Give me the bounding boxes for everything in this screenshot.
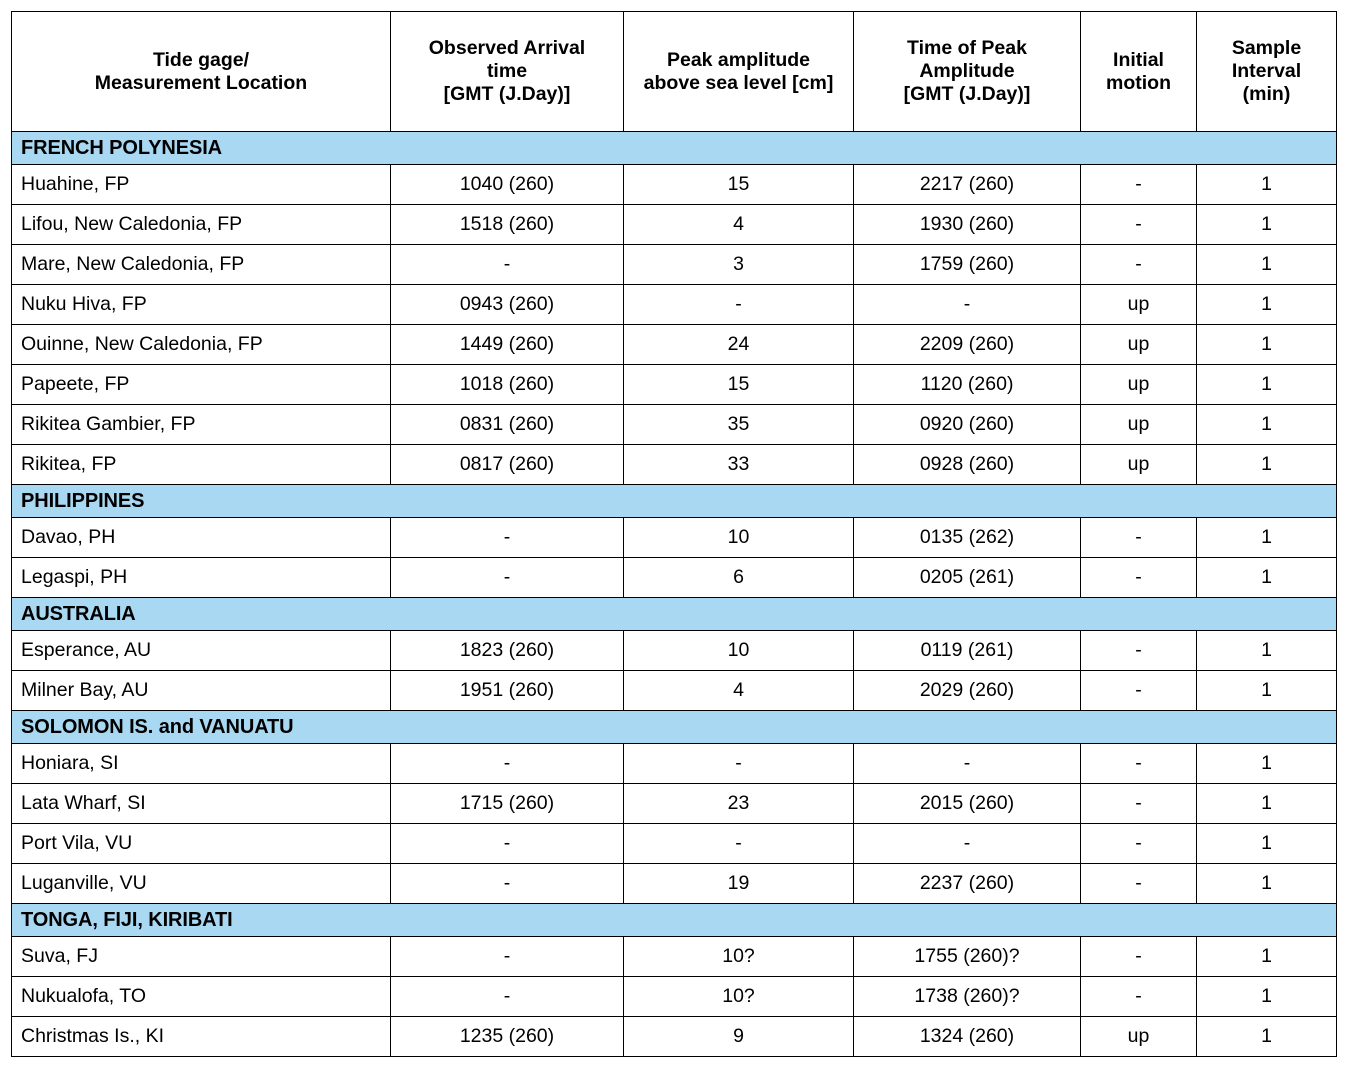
cell-sample_interval: 1	[1197, 631, 1337, 671]
cell-location: Papeete, FP	[12, 365, 391, 405]
cell-arrival: 1449 (260)	[391, 325, 624, 365]
cell-sample_interval: 1	[1197, 365, 1337, 405]
cell-sample_interval: 1	[1197, 245, 1337, 285]
cell-time_peak: 0135 (262)	[854, 518, 1081, 558]
table-row	[12, 977, 1337, 1017]
cell-sample_interval: 1	[1197, 937, 1337, 977]
cell-time_peak: 2029 (260)	[854, 671, 1081, 711]
column-header-line: Sample	[1231, 37, 1302, 59]
cell-initial_motion: -	[1081, 977, 1197, 1017]
cell-arrival: -	[391, 824, 624, 864]
section-header-row	[12, 904, 1337, 937]
table-row	[12, 205, 1337, 245]
cell-initial_motion: -	[1081, 864, 1197, 904]
cell-peak: -	[624, 744, 854, 784]
table-row	[12, 864, 1337, 904]
cell-sample_interval: 1	[1197, 977, 1337, 1017]
cell-time_peak: 0205 (261)	[854, 558, 1081, 598]
cell-peak: 10	[624, 518, 854, 558]
cell-arrival: 1715 (260)	[391, 784, 624, 824]
cell-initial_motion: -	[1081, 245, 1197, 285]
cell-location: Ouinne, New Caledonia, FP	[12, 325, 391, 365]
cell-initial_motion: -	[1081, 937, 1197, 977]
section-title: SOLOMON IS. and VANUATU	[12, 711, 1337, 744]
cell-arrival: 0943 (260)	[391, 285, 624, 325]
cell-arrival: -	[391, 937, 624, 977]
cell-time_peak: 1324 (260)	[854, 1017, 1081, 1057]
cell-location: Davao, PH	[12, 518, 391, 558]
cell-peak: 3	[624, 245, 854, 285]
column-header-line: (min)	[1242, 83, 1291, 105]
column-header-line: Measurement Location	[94, 71, 308, 94]
cell-arrival: 1951 (260)	[391, 671, 624, 711]
cell-peak: -	[624, 824, 854, 864]
column-header-line: [GMT (J.Day)]	[443, 83, 571, 105]
cell-peak: 19	[624, 864, 854, 904]
cell-peak: 9	[624, 1017, 854, 1057]
cell-sample_interval: 1	[1197, 558, 1337, 598]
table-row	[12, 245, 1337, 285]
cell-time_peak: -	[854, 744, 1081, 784]
cell-time_peak: 0920 (260)	[854, 405, 1081, 445]
cell-arrival: 0831 (260)	[391, 405, 624, 445]
cell-location: Legaspi, PH	[12, 558, 391, 598]
table-row	[12, 365, 1337, 405]
section-title: TONGA, FIJI, KIRIBATI	[12, 904, 1337, 937]
cell-arrival: -	[391, 558, 624, 598]
column-header-line: [GMT (J.Day)]	[903, 83, 1031, 105]
cell-time_peak: 2217 (260)	[854, 165, 1081, 205]
section-header-row	[12, 485, 1337, 518]
column-header-line: Peak amplitude	[666, 48, 811, 71]
section-title: AUSTRALIA	[12, 598, 1337, 631]
cell-peak: 35	[624, 405, 854, 445]
table-row	[12, 285, 1337, 325]
cell-location: Nuku Hiva, FP	[12, 285, 391, 325]
table-row	[12, 518, 1337, 558]
cell-arrival: 1018 (260)	[391, 365, 624, 405]
cell-sample_interval: 1	[1197, 671, 1337, 711]
cell-sample_interval: 1	[1197, 1017, 1337, 1057]
cell-location: Lata Wharf, SI	[12, 784, 391, 824]
cell-initial_motion: -	[1081, 165, 1197, 205]
cell-initial_motion: up	[1081, 325, 1197, 365]
cell-arrival: -	[391, 744, 624, 784]
cell-initial_motion: -	[1081, 518, 1197, 558]
column-header-line: Time of Peak	[907, 37, 1027, 59]
column-header-line: above sea level [cm]	[643, 71, 834, 94]
cell-location: Nukualofa, TO	[12, 977, 391, 1017]
cell-location: Huahine, FP	[12, 165, 391, 205]
cell-peak: 4	[624, 671, 854, 711]
cell-location: Milner Bay, AU	[12, 671, 391, 711]
column-header-peak	[624, 12, 854, 132]
cell-peak: 4	[624, 205, 854, 245]
cell-arrival: -	[391, 518, 624, 558]
section-title: PHILIPPINES	[12, 485, 1337, 518]
cell-arrival: 1235 (260)	[391, 1017, 624, 1057]
cell-sample_interval: 1	[1197, 518, 1337, 558]
table-row	[12, 824, 1337, 864]
table-row	[12, 631, 1337, 671]
section-header-row	[12, 711, 1337, 744]
table-row	[12, 784, 1337, 824]
cell-location: Port Vila, VU	[12, 824, 391, 864]
column-header-line: motion	[1106, 71, 1171, 94]
cell-location: Christmas Is., KI	[12, 1017, 391, 1057]
table-row	[12, 937, 1337, 977]
section-title: FRENCH POLYNESIA	[12, 132, 1337, 165]
table-row	[12, 405, 1337, 445]
cell-peak: 24	[624, 325, 854, 365]
cell-initial_motion: up	[1081, 405, 1197, 445]
table-body	[12, 132, 1337, 1057]
column-header-sample_interval	[1197, 12, 1337, 132]
cell-sample_interval: 1	[1197, 165, 1337, 205]
cell-peak: 10	[624, 631, 854, 671]
cell-time_peak: 0928 (260)	[854, 445, 1081, 485]
cell-location: Honiara, SI	[12, 744, 391, 784]
cell-initial_motion: up	[1081, 365, 1197, 405]
table-row	[12, 671, 1337, 711]
cell-peak: 23	[624, 784, 854, 824]
cell-sample_interval: 1	[1197, 784, 1337, 824]
cell-peak: -	[624, 285, 854, 325]
cell-sample_interval: 1	[1197, 445, 1337, 485]
column-header-location	[12, 12, 391, 132]
table-row	[12, 558, 1337, 598]
column-header-time_peak	[854, 12, 1081, 132]
cell-location: Rikitea Gambier, FP	[12, 405, 391, 445]
cell-time_peak: -	[854, 285, 1081, 325]
cell-location: Rikitea, FP	[12, 445, 391, 485]
cell-sample_interval: 1	[1197, 205, 1337, 245]
cell-location: Lifou, New Caledonia, FP	[12, 205, 391, 245]
column-header-line: Initial	[1113, 48, 1164, 71]
cell-location: Mare, New Caledonia, FP	[12, 245, 391, 285]
cell-arrival: 1040 (260)	[391, 165, 624, 205]
table-row	[12, 325, 1337, 365]
cell-peak: 33	[624, 445, 854, 485]
cell-time_peak: 1930 (260)	[854, 205, 1081, 245]
table-row	[12, 165, 1337, 205]
cell-initial_motion: -	[1081, 784, 1197, 824]
cell-arrival: 0817 (260)	[391, 445, 624, 485]
table-row	[12, 445, 1337, 485]
column-header-line: Observed Arrival	[428, 37, 586, 59]
cell-time_peak: -	[854, 824, 1081, 864]
cell-time_peak: 1738 (260)?	[854, 977, 1081, 1017]
cell-arrival: 1823 (260)	[391, 631, 624, 671]
cell-arrival: -	[391, 245, 624, 285]
cell-sample_interval: 1	[1197, 824, 1337, 864]
cell-peak: 10?	[624, 977, 854, 1017]
cell-time_peak: 1759 (260)	[854, 245, 1081, 285]
cell-initial_motion: -	[1081, 671, 1197, 711]
cell-initial_motion: -	[1081, 558, 1197, 598]
cell-arrival: -	[391, 864, 624, 904]
cell-initial_motion: up	[1081, 1017, 1197, 1057]
cell-sample_interval: 1	[1197, 864, 1337, 904]
cell-location: Esperance, AU	[12, 631, 391, 671]
cell-time_peak: 2209 (260)	[854, 325, 1081, 365]
cell-sample_interval: 1	[1197, 405, 1337, 445]
cell-sample_interval: 1	[1197, 285, 1337, 325]
table-header-row	[12, 12, 1337, 132]
table-row	[12, 1017, 1337, 1057]
cell-location: Luganville, VU	[12, 864, 391, 904]
cell-sample_interval: 1	[1197, 325, 1337, 365]
cell-peak: 10?	[624, 937, 854, 977]
tide-gage-measurements-table	[11, 11, 1337, 1057]
cell-peak: 15	[624, 165, 854, 205]
cell-initial_motion: -	[1081, 205, 1197, 245]
column-header-initial_motion	[1081, 12, 1197, 132]
cell-peak: 6	[624, 558, 854, 598]
cell-location: Suva, FJ	[12, 937, 391, 977]
column-header-line: Tide gage/	[152, 48, 250, 71]
cell-initial_motion: up	[1081, 445, 1197, 485]
cell-arrival: -	[391, 977, 624, 1017]
cell-time_peak: 0119 (261)	[854, 631, 1081, 671]
cell-time_peak: 2015 (260)	[854, 784, 1081, 824]
cell-peak: 15	[624, 365, 854, 405]
table-row	[12, 744, 1337, 784]
cell-initial_motion: up	[1081, 285, 1197, 325]
cell-arrival: 1518 (260)	[391, 205, 624, 245]
column-header-line: Interval	[1231, 60, 1302, 82]
column-header-line: Amplitude	[919, 60, 1015, 82]
table-header	[12, 12, 1337, 132]
cell-sample_interval: 1	[1197, 744, 1337, 784]
column-header-line: time	[486, 60, 528, 82]
cell-time_peak: 1755 (260)?	[854, 937, 1081, 977]
cell-time_peak: 2237 (260)	[854, 864, 1081, 904]
section-header-row	[12, 598, 1337, 631]
section-header-row	[12, 132, 1337, 165]
cell-initial_motion: -	[1081, 631, 1197, 671]
column-header-arrival	[391, 12, 624, 132]
cell-initial_motion: -	[1081, 744, 1197, 784]
cell-time_peak: 1120 (260)	[854, 365, 1081, 405]
cell-initial_motion: -	[1081, 824, 1197, 864]
